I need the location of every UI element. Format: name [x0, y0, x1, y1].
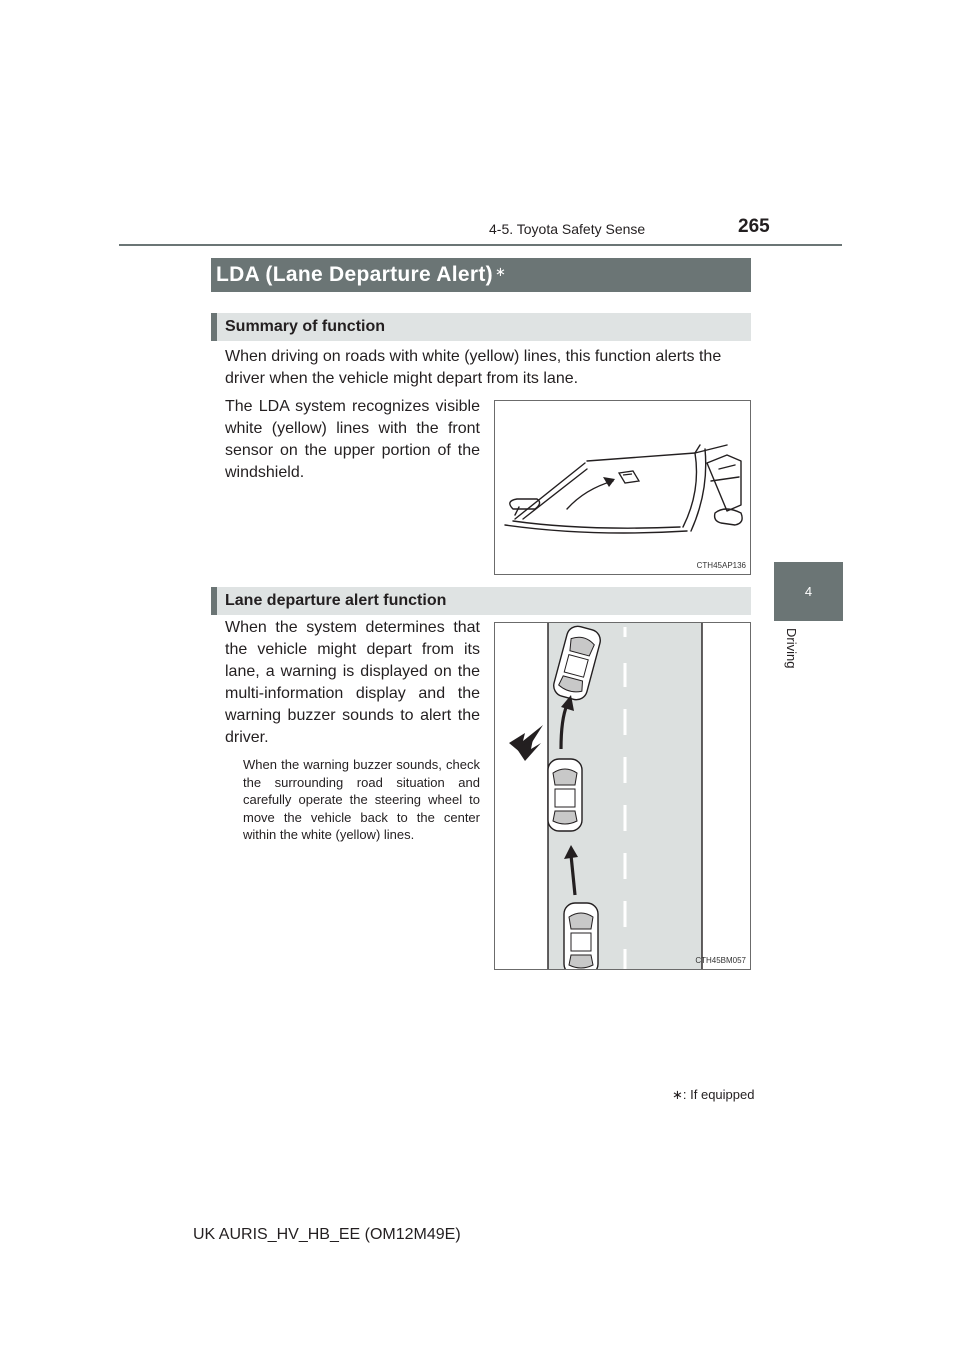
section-title: 4-5. Toyota Safety Sense	[489, 221, 646, 237]
page-title-text: LDA (Lane Departure Alert)	[216, 263, 493, 286]
car-middle	[548, 759, 582, 831]
lane-departure-figure	[494, 622, 751, 970]
chapter-number: 4	[804, 584, 813, 599]
summary-intro: When driving on roads with white (yellow) lines, this function alerts the driver when the vehicle might depart from its lane.	[225, 348, 722, 387]
figure-code: CTH45BM057	[695, 956, 746, 965]
lane-alert-note: When the warning buzzer sounds, check the surrounding road situation and carefully operate the steering wheel to move the vehicle back to the center within the white (yellow) lines.	[243, 757, 480, 843]
windshield-sensor-figure	[494, 400, 751, 575]
car-bottom	[564, 903, 598, 969]
windshield-illustration	[495, 401, 750, 574]
header-divider	[119, 244, 842, 246]
model-code: UK AURIS_HV_HB_EE (OM12M49E)	[193, 1226, 461, 1243]
figure-code: CTH45AP136	[696, 561, 746, 570]
warning-buzzer-icon	[509, 725, 543, 761]
lane-alert-heading: Lane departure alert function	[211, 587, 751, 615]
summary-heading: Summary of function	[211, 313, 751, 341]
footnote-text: : If equipped	[682, 1087, 755, 1102]
footnote-mark: ∗	[672, 1087, 683, 1102]
lane-alert-body: When the system determines that the vehicle might depart from its lane, a warning is displayed on the multi-information display and the warning buzzer sounds to alert the driver.	[225, 619, 480, 746]
lane-departure-illustration	[495, 623, 750, 969]
page-title	[211, 258, 751, 292]
if-equipped-mark: ∗	[494, 264, 507, 279]
page-number: 265	[738, 216, 770, 237]
footnote	[672, 1087, 754, 1103]
summary-body: The LDA system recognizes visible white (yellow) lines with the front sensor on the upper portion of the windshield.	[225, 398, 480, 481]
chapter-tab	[774, 562, 843, 621]
chapter-name: Driving	[784, 628, 799, 669]
chapter-label	[784, 628, 816, 678]
